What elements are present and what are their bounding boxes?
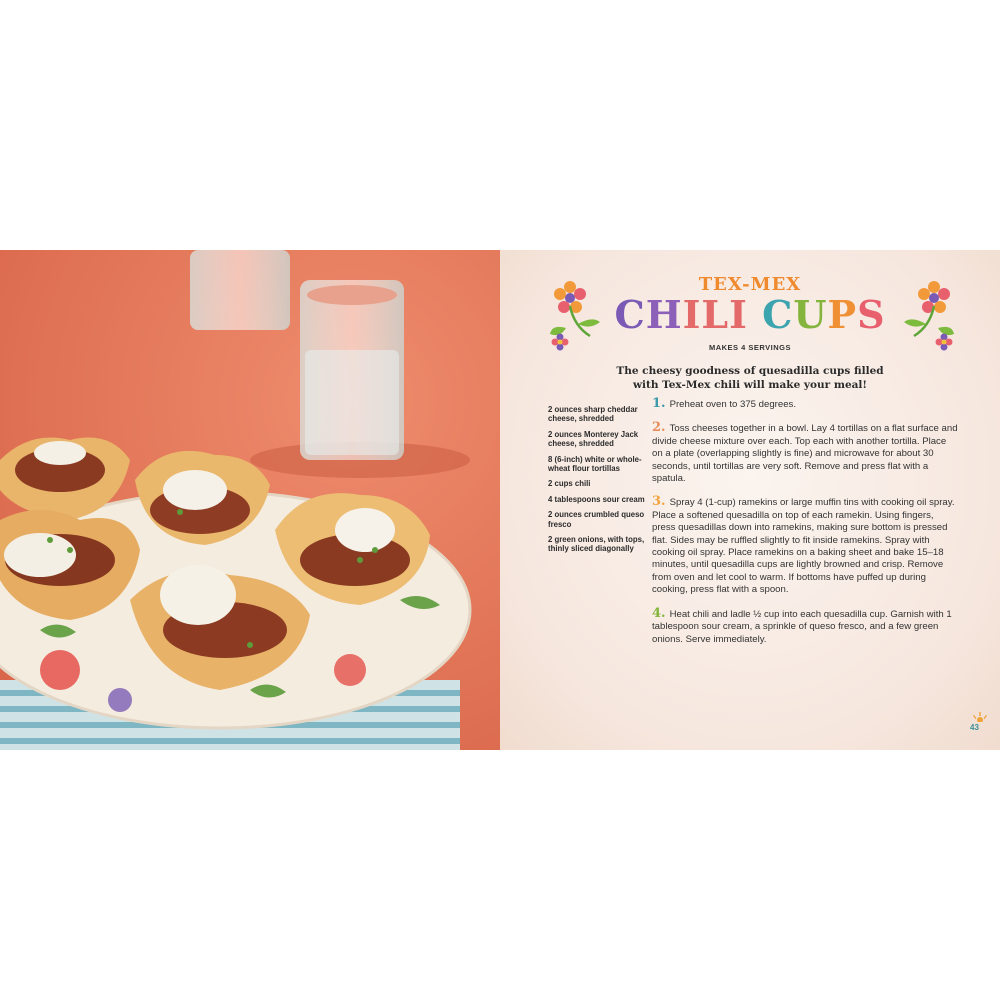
recipe-title-main [500,292,1000,337]
title-letter: C [762,292,794,337]
chili-cups-photo [0,250,500,750]
step-text: Toss cheeses together in a bowl. Lay 4 tortillas on a flat surface and divide cheese mixture over each. Top each with another tortilla. Place on a plate (overlapping slightly is fine) and microwave for about 30 seconds, until tortillas are very soft. Remove and press flat with a spatula. [652,423,958,485]
ingredient-list [548,405,646,560]
title-letter: H [645,292,683,337]
recipe-page [500,250,1000,750]
servings-label: MAKES 4 SERVINGS [708,343,792,352]
step-text: Heat chili and ladle ½ cup into each quesadilla cup. Garnish with 1 tablespoon sour cream, a sprinkle of queso fresco, and a few green onions. Serve immediately. [652,608,952,645]
water-glass-icon [300,280,404,460]
glass-icon [190,250,290,330]
title-letter: L [701,292,730,337]
step-number: 1. [652,396,666,411]
recipe-title-top: TEX-MEX [698,274,802,295]
step-number: 3. [652,494,666,510]
instruction-step [652,422,958,485]
sun-page-marker-icon [973,712,987,722]
title-letter: S [857,292,886,337]
title-letter [748,292,762,337]
title-letter: U [793,292,828,337]
step-number: 4. [652,605,666,621]
title-letter: I [729,292,748,337]
title-letter: P [827,292,858,337]
instruction-steps [652,398,958,657]
ingredient-item: 2 cups chili [548,479,591,489]
ingredient-item: 2 green onions, with tops, thinly sliced diagonally [548,535,645,554]
ingredient-item: 2 ounces Monterey Jack cheese, shredded [548,429,639,449]
ingredient-item: 2 ounces crumbled queso fresco [548,510,645,529]
book-spread [0,250,1000,750]
title-letter: I [682,292,702,337]
ingredient-item: 4 tablespoons sour cream [548,494,645,504]
title-letter: C [614,292,646,337]
step-text: Preheat oven to 375 degrees. [669,399,796,410]
ingredient-item: 8 (6-inch) white or whole-wheat flour tortillas [548,454,642,474]
step-number: 2. [652,420,666,436]
ingredient-item: 2 ounces sharp cheddar cheese, shredded [548,405,638,424]
instruction-step [652,398,958,411]
page-number: 43 [970,723,979,732]
instruction-step [652,605,958,646]
instruction-step [652,496,958,596]
food-photo [0,250,500,750]
recipe-intro: The cheesy goodness of quesadilla cups filled with Tex-Mex chili will make your meal! [616,365,884,391]
step-text: Spray 4 (1-cup) ramekins or large muffin tins with cooking oil spray. Place a softened quesadilla on top of each ramekin. Using fingers, press quesadillas down into ramekins, making sure bottom is pressed flat. Sides may be ruffled slightly to fit inside ramekins. Spray with cooking oil spray. Place ramekins on a baking sheet and bake 15–18 minutes, until quesadilla cups are lightly browned and crisp. Remove from oven and let cool to warm. If bottoms have puffed up during cooking, press flat with a spoon. [652,497,955,596]
